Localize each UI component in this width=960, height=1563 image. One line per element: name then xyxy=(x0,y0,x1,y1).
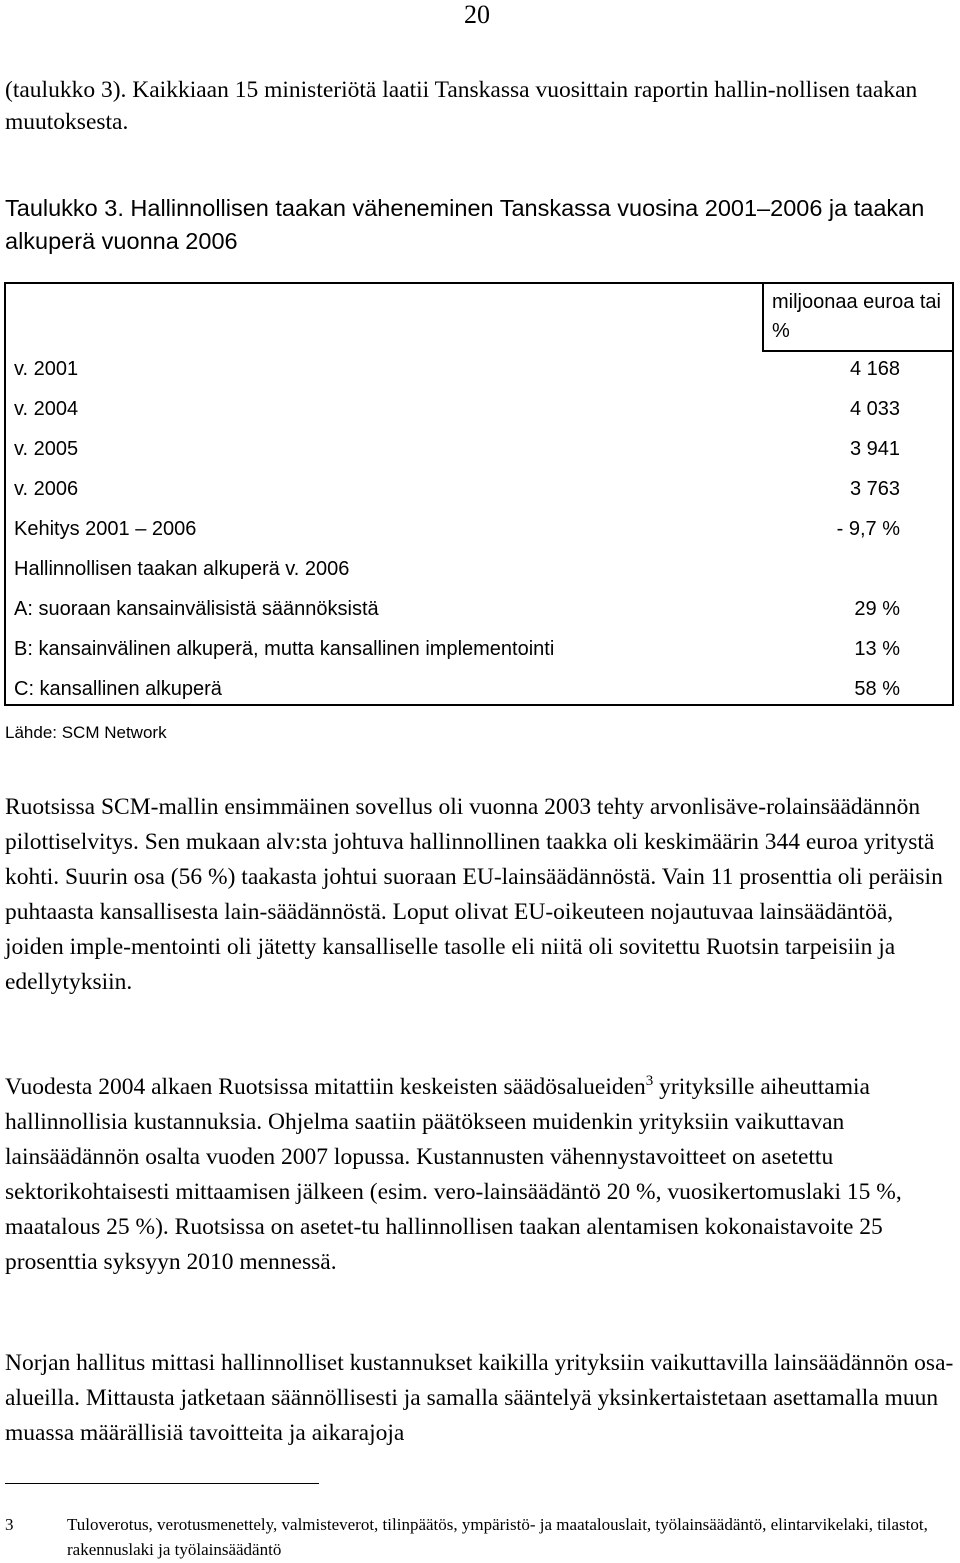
table-row xyxy=(14,514,900,544)
table-row xyxy=(14,674,900,704)
paragraph-sweden-2004 xyxy=(5,1064,955,1280)
footnote-divider xyxy=(5,1483,319,1484)
table-row xyxy=(14,354,900,384)
paragraph-text: yrityksille aiheuttamia hallinnollisia kustannuksia. Ohjelma saatiin päätökseen muidenkin yrityksiin vaikuttavan lainsäädännön osalta vuoden 2007 lopussa. Kustannusten vähennystavoitteet on asetettu sektorikohtaisesti mittaamisen jälkeen (esim. vero-lainsäädäntö 20 %, vuosikertomuslaki 15 %, maatalous 25 %). Ruotsissa on asetet-tu hallinnollisen taakan alentamisen kokonaistavoite 25 prosenttia syksyyn 2010 mennessä. xyxy=(5,1073,902,1275)
paragraph-norway: Norjan hallitus mittasi hallinnolliset kustannukset kaikilla yrityksiin vaikuttavilla lainsäädännön osa-alueilla. Mittausta jatketaan säännöllisesti ja samalla sääntelyä yksinkertaistetaan asettamalla muun muassa määrällisiä tavoitteita ja aikarajoja xyxy=(5,1350,954,1446)
intro-paragraph: (taulukko 3). Kaikkiaan 15 ministeriötä laatii Tanskassa vuosittain raportin hallin-nollisen taakan muutoksesta. xyxy=(5,77,918,135)
table-row xyxy=(14,594,900,624)
row-label: v. 2005 xyxy=(14,438,79,460)
row-label: v. 2004 xyxy=(14,398,79,420)
footnote-number: 3 xyxy=(5,1515,14,1534)
data-table xyxy=(4,282,954,706)
row-label: Hallinnollisen taakan alkuperä v. 2006 xyxy=(14,558,350,580)
row-value: 58 % xyxy=(854,678,900,700)
table-row xyxy=(14,434,900,464)
footnote-text: Tuloverotus, verotusmenettely, valmisteverot, tilinpäätös, ympäristö- ja maatalouslait, työlainsäädäntö, elintarvikelaki, tilastot, rakennuslaki ja työlainsäädäntö xyxy=(67,1515,928,1559)
row-label: A: suoraan kansainvälisistä säännöksistä xyxy=(14,598,379,620)
table-source: Lähde: SCM Network xyxy=(5,723,167,742)
unit-header: miljoonaa euroa tai % xyxy=(762,284,954,352)
table-title: Taulukko 3. Hallinnollisen taakan väheneminen Tanskassa vuosina 2001–2006 ja taakan alkuperä vuonna 2006 xyxy=(5,195,925,254)
row-value: 3 763 xyxy=(849,478,900,500)
paragraph-sweden-pilot: Ruotsissa SCM-mallin ensimmäinen sovellus oli vuonna 2003 tehty arvonlisäve-rolainsäädännön pilottiselvitys. Sen mukaan alv:sta johtuva hallinnollinen taakka oli keskimäärin 344 euroa yritystä kohti. Suurin osa (56 %) taakasta johtui suoraan EU-lainsäädännöstä. Vain 11 prosenttia oli peräisin puhtaasta kansallisesta lain-säädännöstä. Loput olivat EU-oikeuteen nojautuvaa lainsäädäntöä, joiden imple-mentointi oli jätetty kansalliselle tasolle eli niitä oli sovitettu Ruotsin tarpeisiin ja edellytyksiin. xyxy=(5,794,943,995)
row-label: C: kansallinen alkuperä xyxy=(14,678,222,700)
table-row xyxy=(14,554,900,584)
table-row xyxy=(14,474,900,504)
table-row xyxy=(14,634,900,664)
row-value: 13 % xyxy=(854,638,900,660)
paragraph-text: Vuodesta 2004 alkaen Ruotsissa mitattiin keskeisten säädösalueiden xyxy=(5,1073,646,1100)
row-label: Kehitys 2001 – 2006 xyxy=(14,518,197,540)
row-label: v. 2006 xyxy=(14,478,79,500)
page-number: 20 xyxy=(464,0,490,29)
row-value: 3 941 xyxy=(849,438,900,460)
row-value: - 9,7 % xyxy=(836,518,900,540)
table-row xyxy=(14,394,900,424)
row-value: 4 168 xyxy=(849,358,900,380)
footnote-ref: 3 xyxy=(645,1073,654,1089)
row-label: v. 2001 xyxy=(14,358,79,380)
row-value: 4 033 xyxy=(849,398,900,420)
row-value: 29 % xyxy=(854,598,900,620)
row-label: B: kansainvälinen alkuperä, mutta kansallinen implementointi xyxy=(14,638,555,660)
